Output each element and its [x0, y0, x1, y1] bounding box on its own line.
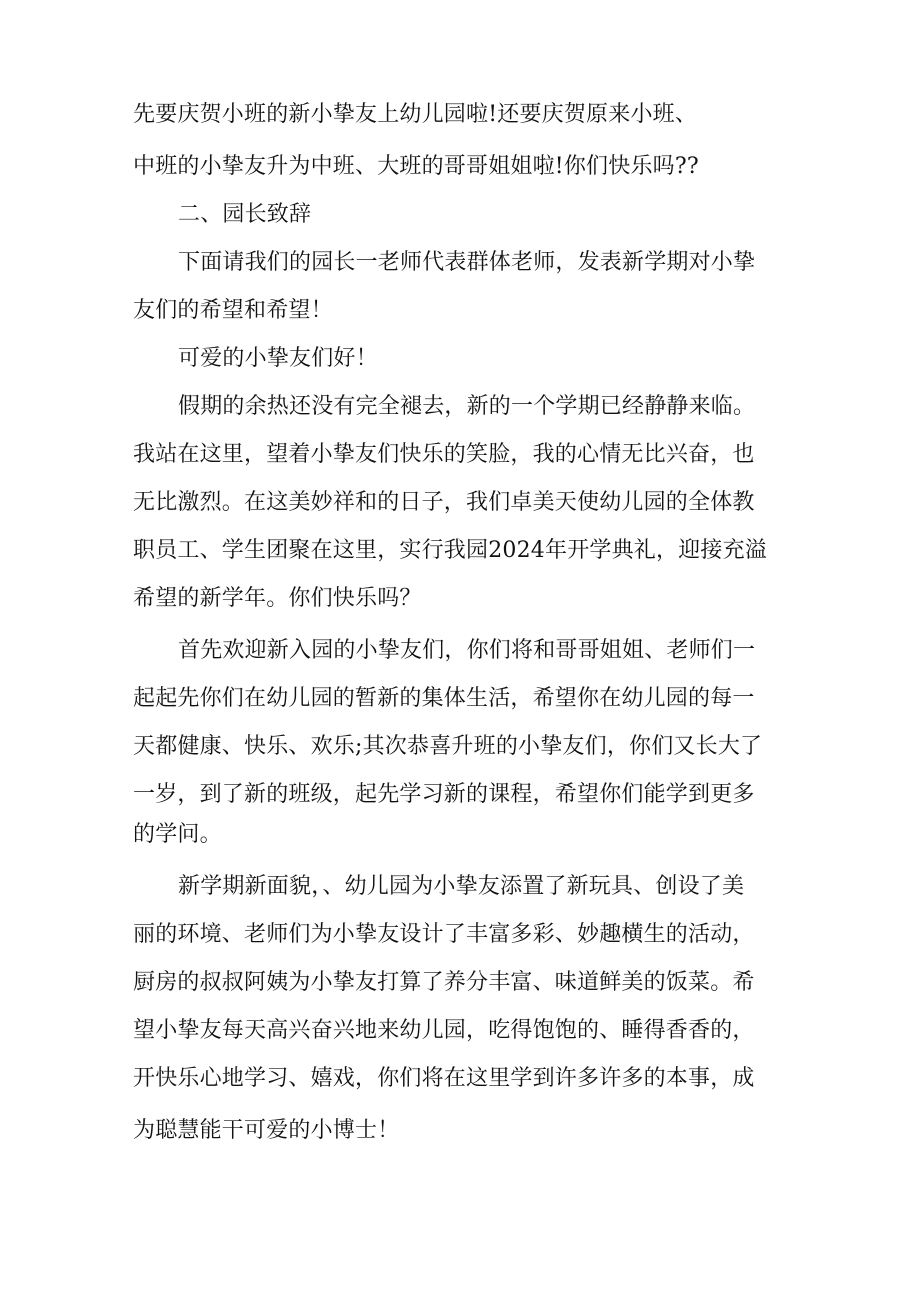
text-line-2: 中班的小挚友升为中班、大班的哥哥姐姐啦!你们快乐吗?? — [133, 154, 699, 179]
text-line-1: 先要庆贺小班的新小挚友上幼儿园啦!还要庆贺原来小班、 — [133, 102, 698, 127]
text-line-18: 丽的环境、老师们为小挚友设计了丰富多彩、妙趣横生的活动， — [133, 922, 755, 947]
text-line-19: 厨房的叔叔阿姨为小挚友打算了养分丰富、味道鲜美的饭菜。希 — [133, 970, 755, 995]
text-line-9: 无比激烈。在这美妙祥和的日子，我们卓美天使幼儿园的全体教 — [133, 490, 755, 515]
text-line-14: 天都健康、快乐、欢乐;其次恭喜升班的小挚友们，你们又长大了 — [133, 734, 763, 759]
text-line-4: 下面请我们的园长一老师代表群体老师，发表新学期对小挚 — [178, 250, 756, 275]
text-line-22: 为聪慧能干可爱的小博士！ — [133, 1118, 400, 1143]
greeting-line: 可爱的小挚友们好！ — [178, 346, 378, 371]
text-line-20: 望小挚友每天高兴奋兴地来幼儿园，吃得饱饱的、睡得香香的， — [133, 1018, 755, 1043]
text-line-5: 友们的希望和希望！ — [133, 298, 333, 323]
text-line-16: 的学问。 — [133, 822, 222, 847]
text-line-12: 首先欢迎新入园的小挚友们，你们将和哥哥姐姐、老师们一 — [178, 638, 756, 663]
text-line-8: 我站在这里，望着小挚友们快乐的笑脸，我的心情无比兴奋，也 — [133, 442, 755, 467]
section-heading: 二、园长致辞 — [178, 202, 312, 227]
text-line-7: 假期的余热还没有完全褪去，新的一个学期已经静静来临。 — [178, 394, 756, 419]
text-line-21: 开快乐心地学习、嬉戏，你们将在这里学到许多许多的本事，成 — [133, 1066, 755, 1091]
text-line-17: 新学期新面貌，、幼儿园为小挚友添置了新玩具、创设了美 — [178, 874, 745, 899]
text-line-13: 起起先你们在幼儿园的暂新的集体生活，希望你在幼儿园的每一 — [133, 686, 755, 711]
text-line-11: 希望的新学年。你们快乐吗？ — [133, 586, 422, 611]
text-line-15: 一岁，到了新的班级，起先学习新的课程，希望你们能学到更多 — [133, 782, 755, 807]
text-line-10: 职员工、学生团聚在这里，实行我园2024年开学典礼，迎接充溢 — [133, 538, 767, 563]
